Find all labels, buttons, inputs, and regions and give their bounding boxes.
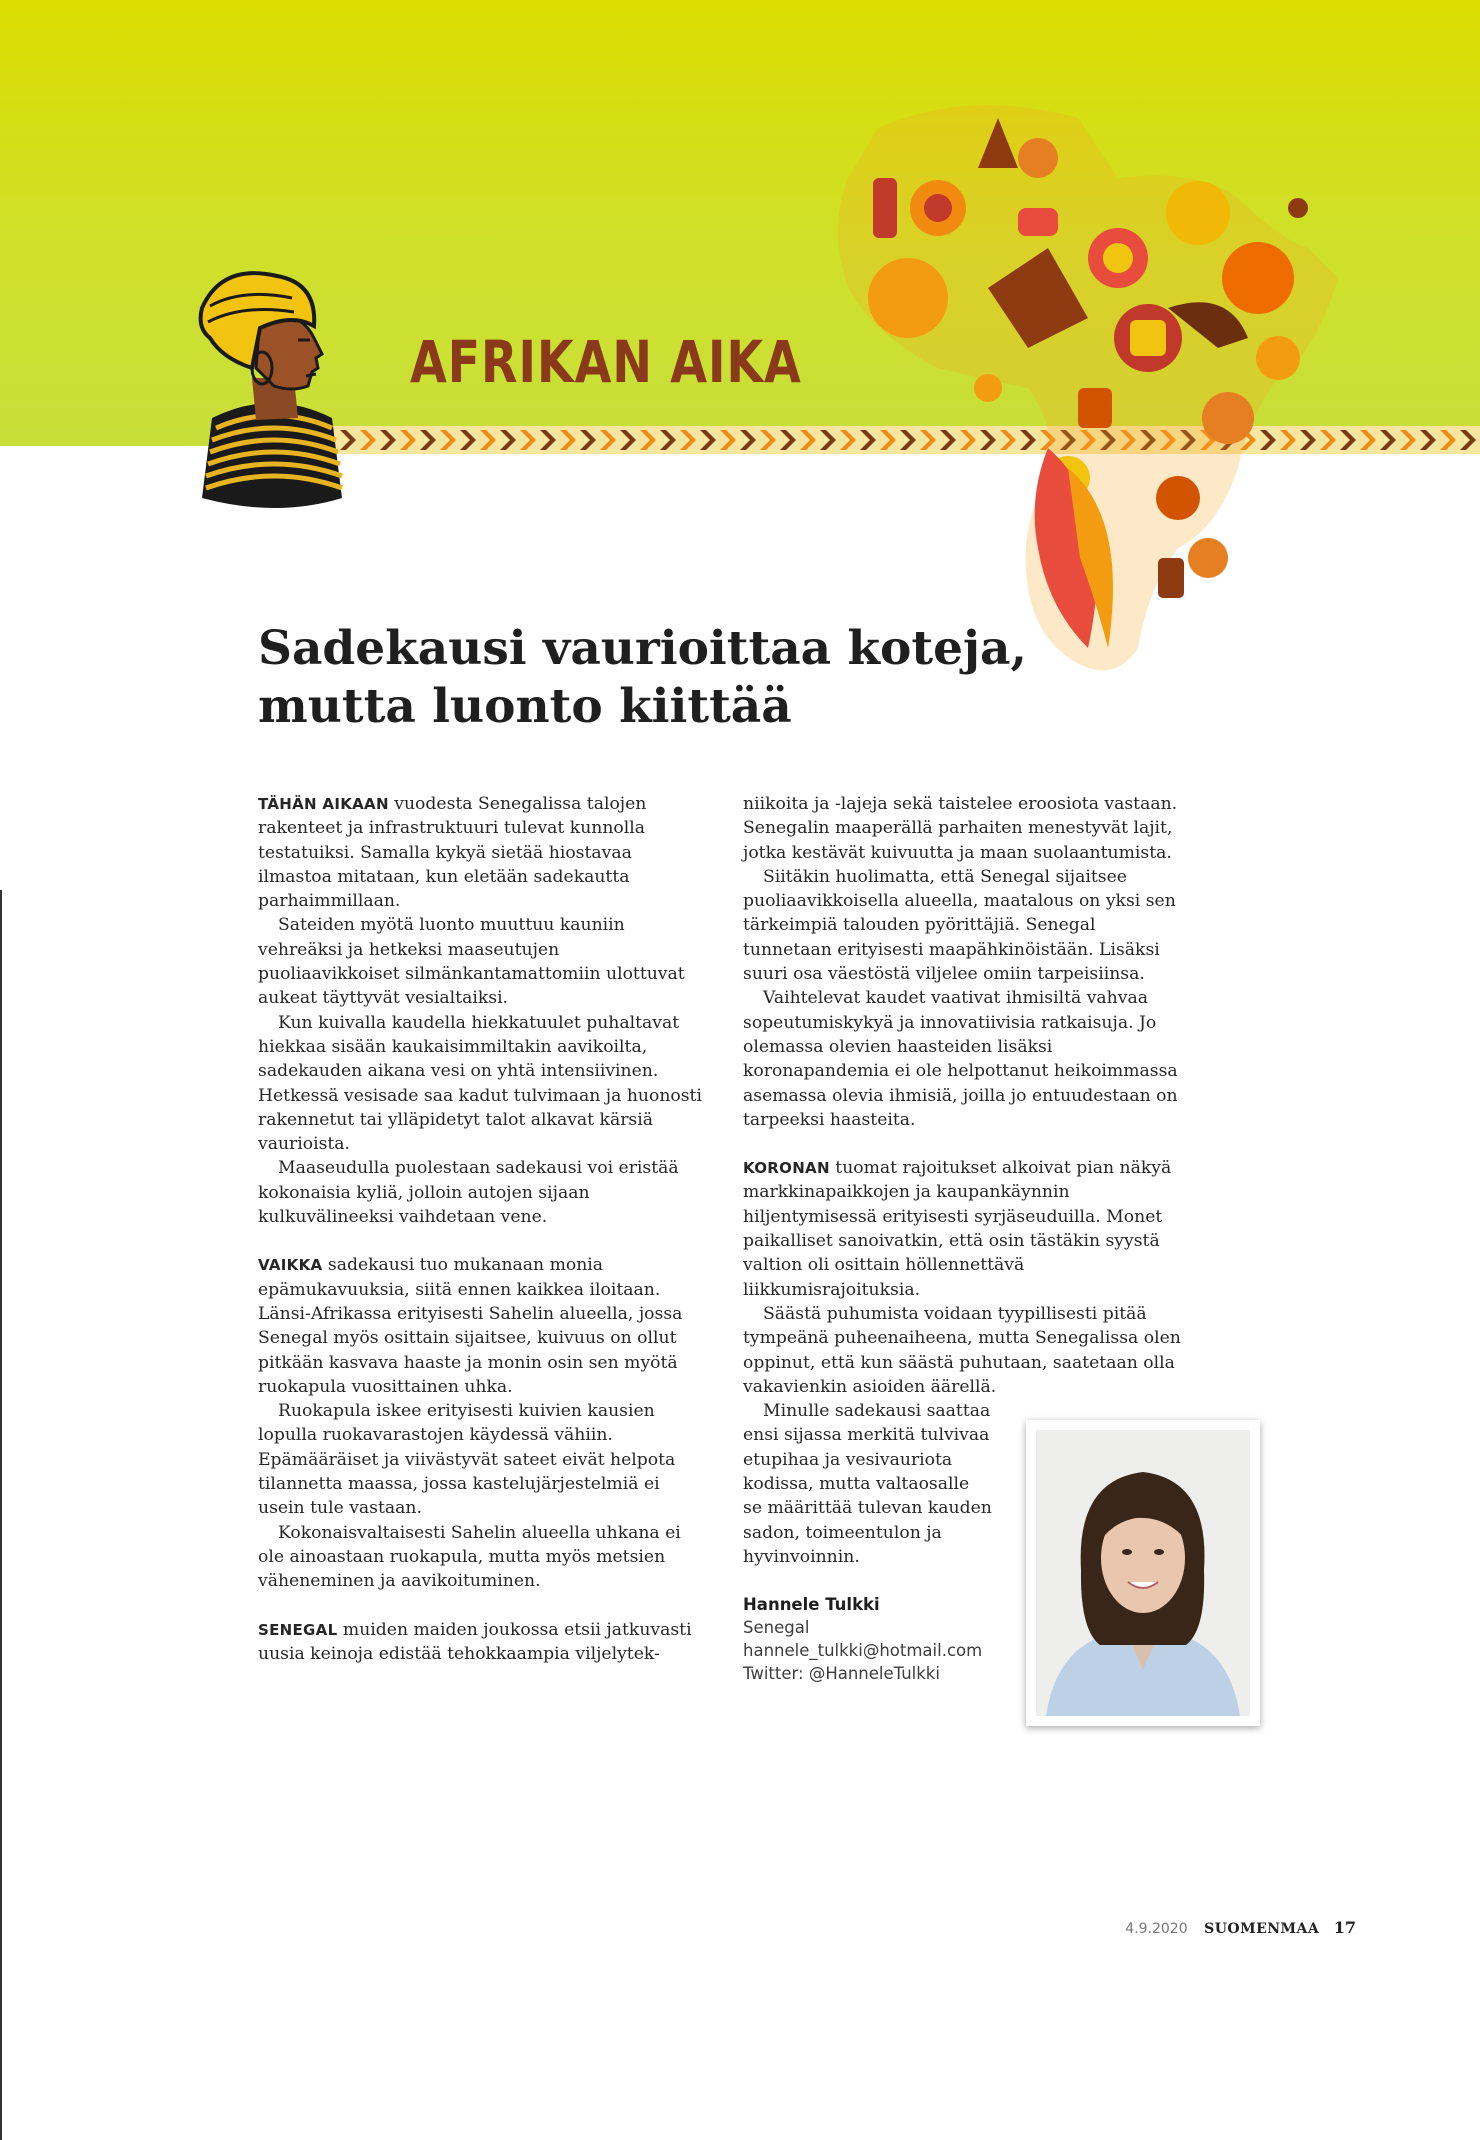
paragraph bbox=[258, 1253, 703, 1399]
paragraph: Vaihtelevat kaudet vaativat ihmisiltä vahvaa sopeutumiskykyä ja innovatiivisia ratkaisuja. Jo olemassa olevien haasteiden lisäksi koronapandemia ei ole helpottanut heikoimmassa asemassa olevia ihmisiä, joilla jo entuudestaan on tarpeeksi haasteita. bbox=[743, 988, 1178, 1130]
paragraph: Maaseudulla puolestaan sadekausi voi eristää kokonaisia kyliä, jolloin autojen sijaan kulkuvälineeksi vaihdetaan vene. bbox=[258, 1158, 679, 1228]
author-photo bbox=[1026, 1420, 1260, 1726]
paragraph: Säästä puhumista voidaan tyypillisesti pitää tympeänä puheenaiheena, mutta Senegalissa olen oppinut, että kun säästä puhutaan, saatetaan olla vakavienkin asioiden äärellä. bbox=[743, 1303, 1181, 1397]
paragraph-lead: KORONAN bbox=[743, 1159, 830, 1178]
paragraph: niikoita ja -lajeja sekä taistelee eroosiota vastaan. Senegalin maaperällä parhaiten menestyvät lajit, jotka kestävät kuivuutta ja maan suolaantumista. bbox=[743, 794, 1178, 863]
paragraph: Kokonaisvaltaisesti Sahelin alueella uhkana ei ole ainoastaan ruokapula, mutta myös metsien väheneminen ja aavikoituminen. bbox=[258, 1522, 681, 1592]
article-column-left bbox=[258, 792, 703, 1666]
headline-line: mutta luonto kiittää bbox=[258, 679, 792, 734]
paragraph: Kun kuivalla kaudella hiekkatuulet puhaltavat hiekkaa sisään kaukaisimmiltakin aavikoilta, sadekauden aikana vesi on yhtä intensiivinen. Hetkessä vesisade saa kadut tulvimaan ja huonosti rakennetut tai ylläpidetyt talot alkavat kärsiä vaurioista. bbox=[258, 1012, 702, 1155]
paragraph: Sateiden myötä luonto muuttuu kauniin vehreäksi ja hetkeksi maaseutujen puoliaavikkoiset silmänkantamattomiin ulottuvat aukeat täyttyvät vesialtaiksi. bbox=[258, 915, 685, 1009]
paragraph bbox=[258, 792, 703, 913]
publication-name: SUOMENMAA bbox=[1204, 1921, 1320, 1937]
paragraph-lead: TÄHÄN AIKAAN bbox=[258, 795, 389, 813]
paragraph bbox=[743, 1156, 1188, 1302]
issue-date: 4.9.2020 bbox=[1125, 1921, 1188, 1937]
paragraph: Minulle sadekausi saattaa ensi sijassa merkitä tulvivaa etupihaa ja vesivauriota kodissa, mutta valtaosalle se määrittää tulevan kauden sadon, toimeentulon ja hyvinvoinnin. bbox=[743, 1401, 992, 1567]
author-twitter: Twitter: @HanneleTulkki bbox=[743, 1664, 940, 1684]
page-number: 17 bbox=[1333, 1918, 1356, 1937]
author-email: hannele_tulkki@hotmail.com bbox=[743, 1641, 983, 1661]
african-woman-illustration bbox=[182, 268, 367, 516]
author-location: Senegal bbox=[743, 1618, 810, 1638]
page-edge-rule bbox=[0, 890, 2, 2140]
paragraph-lead: SENEGAL bbox=[258, 1620, 338, 1639]
paragraph bbox=[258, 1618, 703, 1667]
paragraph: Siitäkin huolimatta, että Senegal sijaitsee puoliaavikkoisella alueella, maatalous on yksi sen tärkeimpiä talouden pyörittäjiä. Senegal tunnetaan erityisesti maapähkinöistään. Lisäksi suuri osa väestöstä viljelee omiin tarpeisiinsa. bbox=[743, 866, 1176, 985]
paragraph-text: sadekausi tuo mukanaan monia epämukavuuksia, siitä ennen kaikkea iloitaan. Länsi-Afrikassa erityisesti Sahelin alueella, jossa Senegal myös osittain sijaitsee, kuivuus on ollut pitkään kasvava haaste ja monin osin sen myötä ruokapula vuosittainen uhka. bbox=[258, 1255, 683, 1397]
africa-map-illustration bbox=[818, 88, 1358, 680]
headline-line: Sadekausi vaurioittaa koteja, bbox=[258, 621, 1027, 676]
paragraph: Ruokapula iskee erityisesti kuivien kausien lopulla ruokavarastojen käydessä vähiin. Epämääräiset ja viivästyvät sateet eivät helpota tilannetta maassa, jossa kastelujärjestelmiä ei usein tule vastaan. bbox=[258, 1401, 676, 1519]
article-headline bbox=[258, 620, 1078, 736]
paragraph-text: tuomat rajoitukset alkoivat pian näkyä markkinapaikkojen ja kaupankäynnin hiljentymisessä erityisesti syrjäseuduilla. Monet paikalliset sanoivatkin, että osin tästäkin syystä valtion oli osittain höllennettävä liikkumisrajoituksia. bbox=[743, 1158, 1172, 1300]
author-name: Hannele Tulkki bbox=[743, 1595, 880, 1615]
paragraph-text: vuodesta Senegalissa talojen rakenteet ja infrastruktuuri tulevat kunnolla testatuiksi. Samalla kykyä sietää hiostavaa ilmastoa mitataan, kun eletään sadekautta parhaimmillaan. bbox=[258, 794, 647, 912]
page-footer bbox=[1125, 1918, 1356, 1937]
paragraph-lead: VAIKKA bbox=[258, 1256, 323, 1275]
section-label: AFRIKAN AIKA bbox=[410, 328, 802, 396]
paragraph-text: muiden maiden joukossa etsii jatkuvasti uusia keinoja edistää tehokkaampia viljelytek- bbox=[258, 1619, 692, 1664]
